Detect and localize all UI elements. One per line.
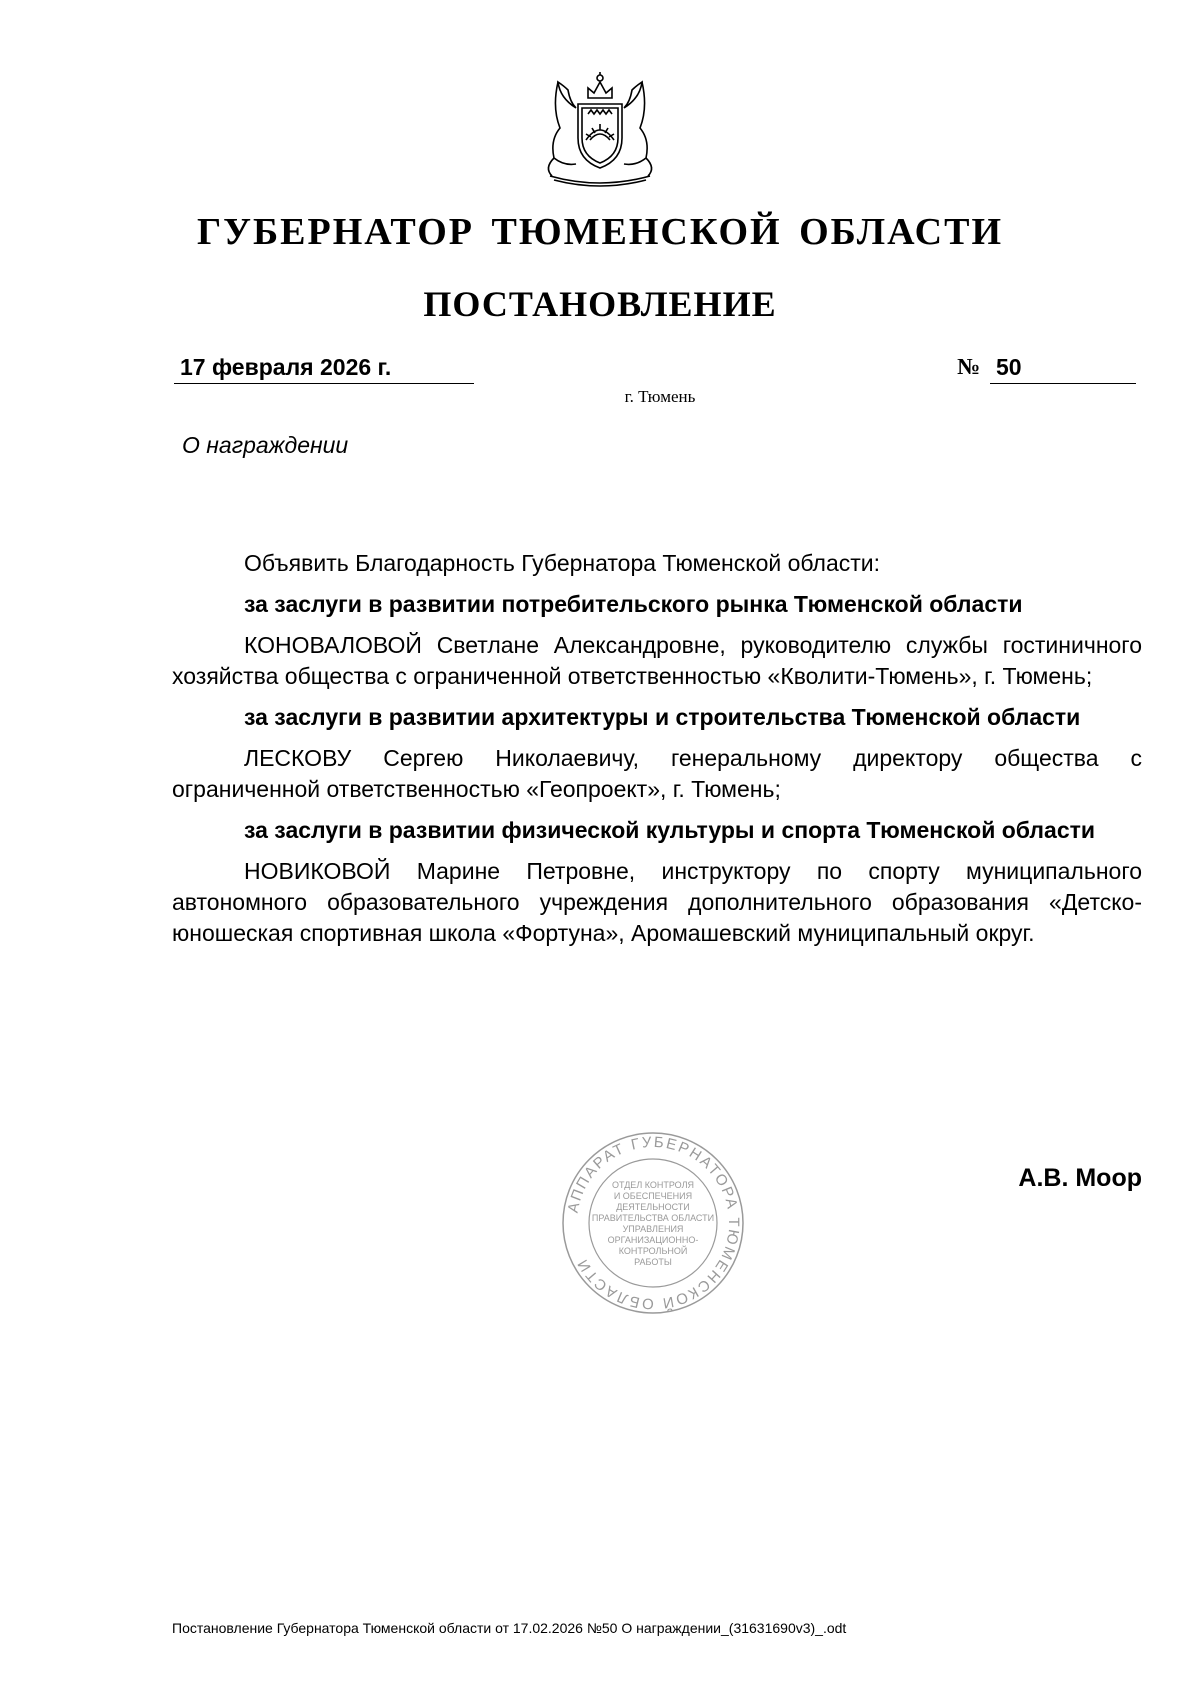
official-stamp — [560, 1130, 746, 1316]
document-date: 17 февраля 2026 г. — [174, 352, 474, 384]
svg-text:АППАРАТ ГУБЕРНАТОРА ТЮМЕНСКОЙ: АППАРАТ ГУБЕРНАТОРА ТЮМЕНСКОЙ ОБЛАСТИ — [564, 1133, 743, 1313]
award-heading: за заслуги в развитии потребительского рынка Тюменской области — [244, 591, 1023, 617]
svg-text:ПРАВИТЕЛЬСТВА ОБЛАСТИ: ПРАВИТЕЛЬСТВА ОБЛАСТИ — [591, 1213, 715, 1223]
document-city: г. Тюмень — [624, 387, 696, 406]
award-recipient: КОНОВАЛОВОЙ Светлане Александровне, руководителю службы гостиничного хозяйства общества с ограниченной ответственностью «Кволити-Тюмень», г. Тюмень; — [172, 632, 1142, 689]
document-body — [172, 548, 1142, 959]
signatory-name: А.В. Моор — [1018, 1164, 1142, 1192]
award-heading: за заслуги в развитии физической культуры и спорта Тюменской области — [244, 817, 1096, 843]
document-subject: О награждении — [182, 432, 349, 458]
svg-text:ОТДЕЛ КОНТРОЛЯ: ОТДЕЛ КОНТРОЛЯ — [612, 1180, 694, 1190]
award-heading: за заслуги в развитии архитектуры и строительства Тюменской области — [244, 704, 1081, 730]
body-intro: Объявить Благодарность Губернатора Тюменской области: — [244, 550, 881, 576]
document-number: 50 — [990, 352, 1136, 384]
svg-text:УПРАВЛЕНИЯ: УПРАВЛЕНИЯ — [622, 1224, 684, 1234]
authority-title: ГУБЕРНАТОР ТЮМЕНСКОЙ ОБЛАСТИ — [196, 211, 1004, 253]
document-footer: Постановление Губернатора Тюменской области от 17.02.2026 №50 О награждении_(31631690v3)_.odt — [172, 1620, 847, 1636]
award-recipient: НОВИКОВОЙ Марине Петровне, инструктору по спорту муниципального автономного образовательного учреждения дополнительного образования «Детско-юношеская спортивная школа «Фортуна», Аромашевский муниципальный округ. — [172, 858, 1142, 946]
svg-text:ДЕЯТЕЛЬНОСТИ: ДЕЯТЕЛЬНОСТИ — [616, 1202, 690, 1212]
svg-text:ОРГАНИЗАЦИОННО-: ОРГАНИЗАЦИОННО- — [607, 1235, 699, 1245]
svg-text:РАБОТЫ: РАБОТЫ — [634, 1257, 672, 1267]
award-recipient: ЛЕСКОВУ Сергею Николаевичу, генеральному директору общества с ограниченной ответственностью «Геопроект», г. Тюмень; — [172, 745, 1142, 802]
document-number-label: № — [957, 354, 981, 379]
svg-text:КОНТРОЛЬНОЙ: КОНТРОЛЬНОЙ — [618, 1246, 688, 1256]
document-type-title: ПОСТАНОВЛЕНИЕ — [423, 284, 777, 324]
coat-of-arms-emblem — [530, 68, 670, 190]
svg-text:И ОБЕСПЕЧЕНИЯ: И ОБЕСПЕЧЕНИЯ — [613, 1191, 693, 1201]
